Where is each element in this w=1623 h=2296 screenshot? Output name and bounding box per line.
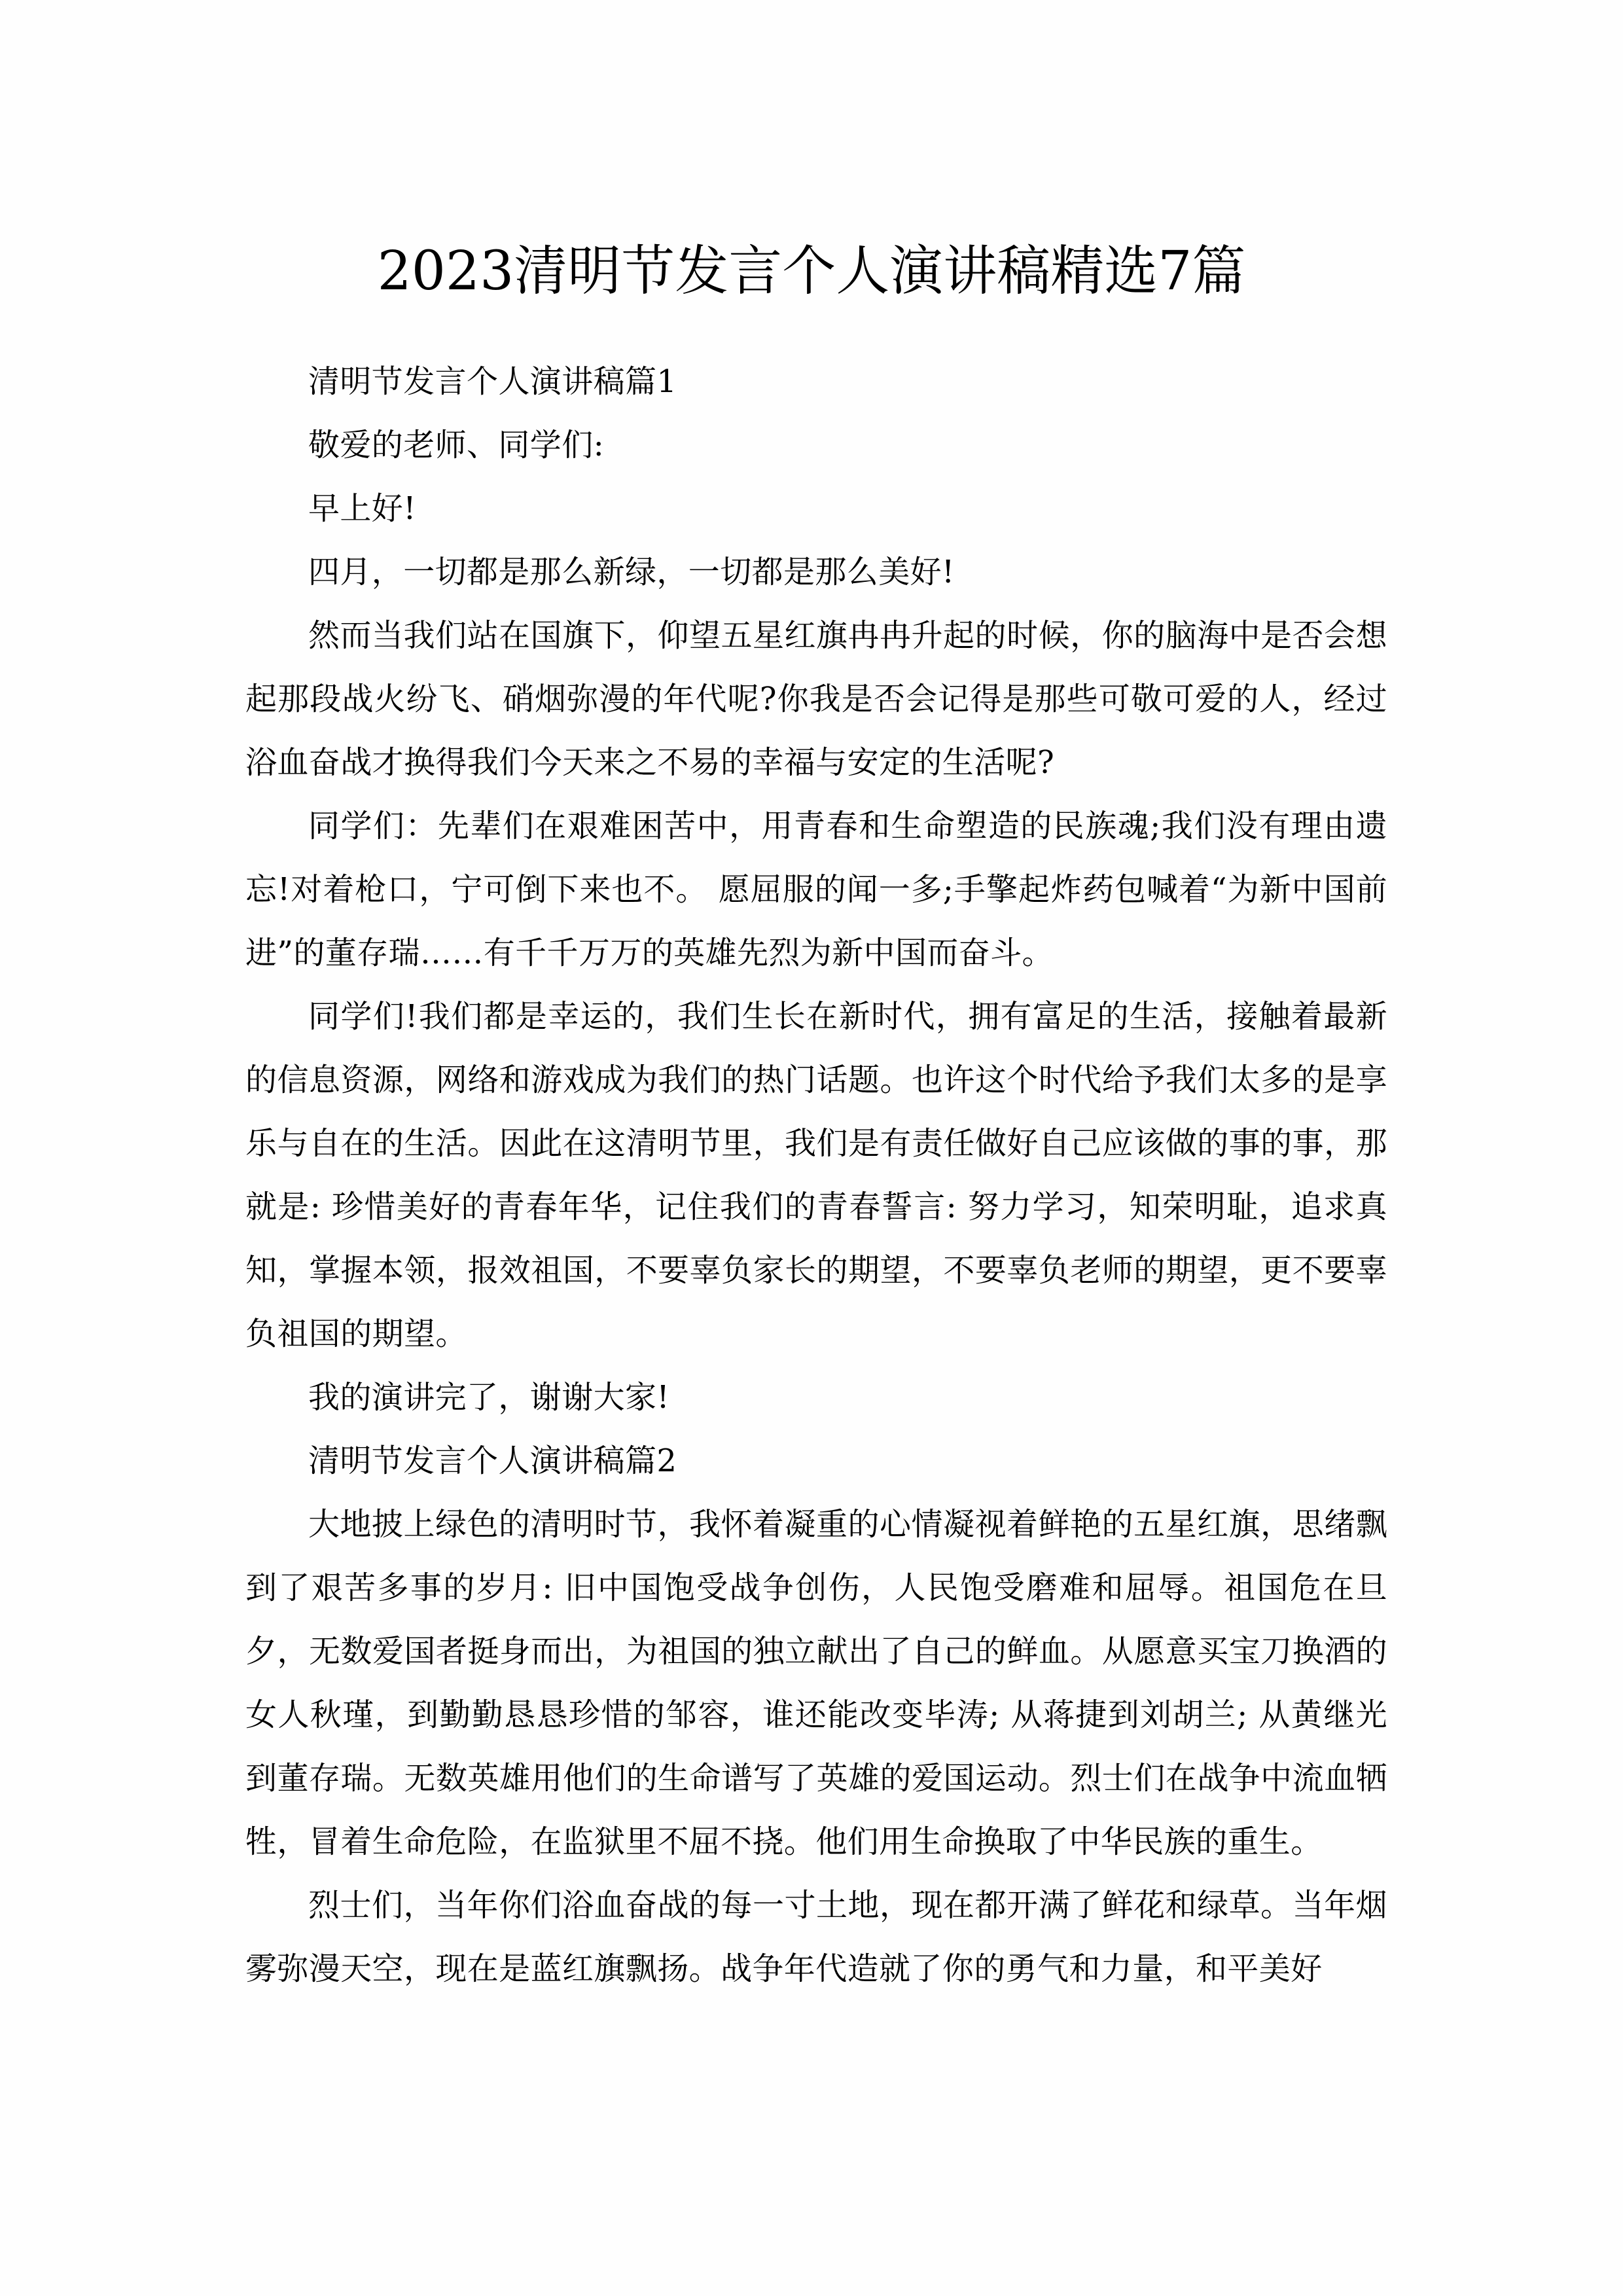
salutation: 敬爱的老师、同学们:	[308, 427, 605, 463]
paragraph: 烈士们，当年你们浴血奋战的每一寸土地，现在都开满了鲜花和绿草。当年烟雾弥漫天空，现在是蓝红旗飘扬。战争年代造就了你的勇气和力量，和平美好	[245, 1887, 1387, 1987]
document-title: 2023清明节发言个人演讲稿精选7篇	[377, 240, 1246, 302]
paragraph: 大地披上绿色的清明时节，我怀着凝重的心情凝视着鲜艳的五星红旗，思绪飘到了艰苦多事的岁月: 旧中国饱受战争创伤，人民饱受磨难和屈辱。祖国危在旦夕，无数爱国者挺身而出，为祖国的独立献出了自己的鲜血。从愿意买宝刀换酒的女人秋瑾，到勤勤恳恳珍惜的邹容，谁还能改变毕涛; 从蒋捷到刘胡兰; 从黄继光到董存瑞。无数英雄用他们的生命谱写了英雄的爱国运动。烈士们在战争中流血牺牲，冒着生命危险，在监狱里不屈不挠。他们用生命换取了中华民族的重生。	[245, 1506, 1387, 1860]
section-heading-1: 清明节发言个人演讲稿篇1	[308, 363, 677, 400]
paragraph: 然而当我们站在国旗下，仰望五星红旗冉冉升起的时候，你的脑海中是否会想起那段战火纷飞、硝烟弥漫的年代呢?你我是否会记得是那些可敬可爱的人，经过浴血奋战才换得我们今天来之不易的幸福与安定的生活呢?	[245, 617, 1387, 781]
greeting: 早上好!	[308, 490, 416, 527]
paragraph: 四月，一切都是那么新绿，一切都是那么美好!	[308, 554, 955, 590]
section-heading-2: 清明节发言个人演讲稿篇2	[308, 1443, 677, 1479]
closing: 我的演讲完了，谢谢大家!	[308, 1379, 670, 1416]
paragraph: 同学们!我们都是幸运的，我们生长在新时代，拥有富足的生活，接触着最新的信息资源，网络和游戏成为我们的热门话题。也许这个时代给予我们太多的是享乐与自在的生活。因此在这清明节里，我们是有责任做好自己应该做的事的事，那就是: 珍惜美好的青春年华，记住我们的青春誓言: 努力学习，知荣明耻，追求真知，掌握本领，报效祖国，不要辜负家长的期望，不要辜负老师的期望，更不要辜负祖国的期望。	[245, 998, 1387, 1352]
document-body	[245, 350, 1387, 2001]
paragraph: 同学们：先辈们在艰难困苦中，用青春和生命塑造的民族魂;我们没有理由遗忘!对着枪口，宁可倒下来也不。 愿屈服的闻一多;手擎起炸药包喊着“为新中国前进”的董存瑞……有千千万万的英雄先烈为新中国而奋斗。	[245, 808, 1387, 971]
